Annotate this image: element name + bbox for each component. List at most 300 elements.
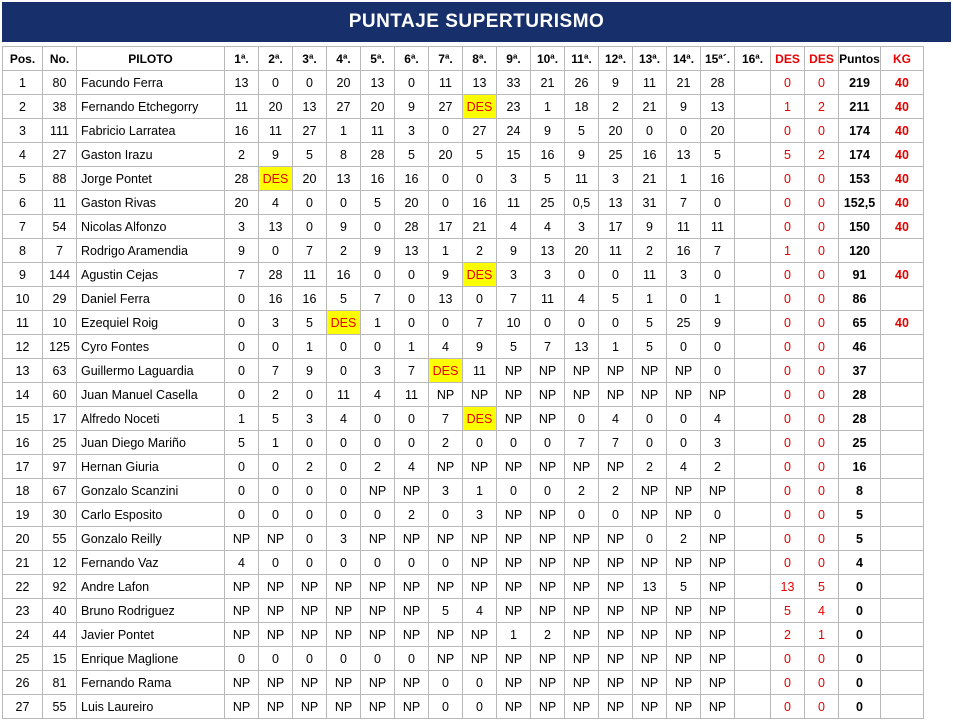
cell-race-10: NP: [531, 527, 565, 551]
col-header-race-8: 8ª.: [463, 47, 497, 71]
cell-race-7: 27: [429, 95, 463, 119]
cell-race-4: 9: [327, 215, 361, 239]
cell-race-7: 0: [429, 119, 463, 143]
cell-race-11: NP: [565, 671, 599, 695]
cell-race-11: 0,5: [565, 191, 599, 215]
cell-race-15: 0: [701, 359, 735, 383]
cell-race-16: [735, 71, 771, 95]
cell-race-4: 27: [327, 95, 361, 119]
cell-race-10: NP: [531, 695, 565, 719]
cell-race-7: NP: [429, 623, 463, 647]
cell-race-1: 0: [225, 359, 259, 383]
cell-race-7: DES: [429, 359, 463, 383]
cell-race-11: NP: [565, 455, 599, 479]
cell-race-2: 20: [259, 95, 293, 119]
cell-race-3: 5: [293, 311, 327, 335]
cell-race-11: NP: [565, 359, 599, 383]
cell-race-9: 5: [497, 335, 531, 359]
cell-des-2: 0: [805, 647, 839, 671]
cell-race-15: NP: [701, 575, 735, 599]
table-row: [3, 431, 924, 455]
cell-race-10: 25: [531, 191, 565, 215]
cell-race-10: 16: [531, 143, 565, 167]
cell-pos: 15: [3, 407, 43, 431]
cell-race-16: [735, 335, 771, 359]
cell-race-8: 5: [463, 143, 497, 167]
cell-race-2: DES: [259, 167, 293, 191]
cell-race-7: 13: [429, 287, 463, 311]
col-header-race-7: 7ª.: [429, 47, 463, 71]
cell-piloto: Gonzalo Reilly: [77, 527, 225, 551]
cell-race-12: 1: [599, 335, 633, 359]
cell-race-12: 0: [599, 263, 633, 287]
cell-des-1: 2: [771, 623, 805, 647]
cell-race-4: 2: [327, 239, 361, 263]
cell-race-3: 0: [293, 479, 327, 503]
cell-des-2: 0: [805, 455, 839, 479]
cell-race-9: 24: [497, 119, 531, 143]
cell-race-12: NP: [599, 551, 633, 575]
cell-race-7: 9: [429, 263, 463, 287]
cell-kg: [881, 551, 924, 575]
cell-race-13: NP: [633, 623, 667, 647]
cell-des-1: 0: [771, 119, 805, 143]
cell-race-7: 11: [429, 71, 463, 95]
cell-race-5: 28: [361, 143, 395, 167]
cell-puntos: 86: [839, 287, 881, 311]
cell-race-10: 13: [531, 239, 565, 263]
cell-race-14: NP: [667, 647, 701, 671]
cell-puntos: 0: [839, 671, 881, 695]
cell-puntos: 153: [839, 167, 881, 191]
cell-race-12: 0: [599, 503, 633, 527]
cell-puntos: 4: [839, 551, 881, 575]
table-row: [3, 503, 924, 527]
cell-race-11: 20: [565, 239, 599, 263]
cell-race-3: NP: [293, 695, 327, 719]
cell-race-10: NP: [531, 359, 565, 383]
cell-race-13: 0: [633, 431, 667, 455]
cell-piloto: Agustin Cejas: [77, 263, 225, 287]
cell-race-1: 0: [225, 503, 259, 527]
cell-race-1: 0: [225, 455, 259, 479]
col-header-number: No.: [43, 47, 77, 71]
table-row: [3, 71, 924, 95]
cell-race-12: NP: [599, 575, 633, 599]
cell-race-7: 5: [429, 599, 463, 623]
cell-pos: 21: [3, 551, 43, 575]
cell-race-5: 0: [361, 407, 395, 431]
cell-kg: 40: [881, 167, 924, 191]
cell-race-14: 5: [667, 575, 701, 599]
cell-pos: 22: [3, 575, 43, 599]
cell-des-2: 0: [805, 527, 839, 551]
cell-race-7: NP: [429, 455, 463, 479]
cell-race-5: 1: [361, 311, 395, 335]
cell-race-11: 0: [565, 503, 599, 527]
cell-race-3: 0: [293, 503, 327, 527]
cell-piloto: Fernando Etchegorry: [77, 95, 225, 119]
cell-race-13: NP: [633, 479, 667, 503]
cell-race-15: 9: [701, 311, 735, 335]
cell-race-10: NP: [531, 503, 565, 527]
cell-race-3: 0: [293, 71, 327, 95]
cell-des-1: 0: [771, 503, 805, 527]
cell-pos: 20: [3, 527, 43, 551]
cell-puntos: 120: [839, 239, 881, 263]
cell-race-4: 0: [327, 551, 361, 575]
cell-race-6: 0: [395, 647, 429, 671]
cell-piloto: Enrique Maglione: [77, 647, 225, 671]
cell-des-2: 0: [805, 551, 839, 575]
cell-race-11: 18: [565, 95, 599, 119]
cell-race-2: NP: [259, 575, 293, 599]
cell-race-12: NP: [599, 623, 633, 647]
cell-race-14: NP: [667, 623, 701, 647]
table-row: [3, 95, 924, 119]
cell-kg: 40: [881, 311, 924, 335]
cell-race-16: [735, 119, 771, 143]
cell-race-8: NP: [463, 455, 497, 479]
cell-race-8: DES: [463, 95, 497, 119]
cell-race-9: NP: [497, 647, 531, 671]
cell-race-13: 2: [633, 239, 667, 263]
cell-number: 92: [43, 575, 77, 599]
cell-des-2: 0: [805, 695, 839, 719]
cell-race-7: 20: [429, 143, 463, 167]
cell-race-10: NP: [531, 647, 565, 671]
cell-race-1: NP: [225, 695, 259, 719]
cell-race-12: 5: [599, 287, 633, 311]
cell-number: 80: [43, 71, 77, 95]
cell-race-7: 3: [429, 479, 463, 503]
cell-race-3: 27: [293, 119, 327, 143]
cell-race-10: NP: [531, 575, 565, 599]
cell-race-1: 3: [225, 215, 259, 239]
cell-race-14: 4: [667, 455, 701, 479]
col-header-des-2: DES: [805, 47, 839, 71]
cell-race-12: NP: [599, 383, 633, 407]
cell-race-4: NP: [327, 695, 361, 719]
table-row: [3, 191, 924, 215]
cell-race-11: 2: [565, 479, 599, 503]
cell-race-10: NP: [531, 599, 565, 623]
cell-kg: 40: [881, 215, 924, 239]
cell-des-2: 1: [805, 623, 839, 647]
cell-race-3: 20: [293, 167, 327, 191]
cell-pos: 24: [3, 623, 43, 647]
cell-race-5: NP: [361, 575, 395, 599]
cell-race-4: 5: [327, 287, 361, 311]
cell-race-13: 5: [633, 335, 667, 359]
col-header-kg: KG: [881, 47, 924, 71]
cell-race-9: NP: [497, 575, 531, 599]
cell-des-1: 5: [771, 143, 805, 167]
cell-race-10: NP: [531, 671, 565, 695]
cell-race-2: 2: [259, 383, 293, 407]
cell-race-11: NP: [565, 599, 599, 623]
cell-race-10: NP: [531, 407, 565, 431]
cell-race-5: 0: [361, 215, 395, 239]
cell-race-11: 26: [565, 71, 599, 95]
cell-race-14: 0: [667, 431, 701, 455]
cell-number: 55: [43, 527, 77, 551]
cell-puntos: 46: [839, 335, 881, 359]
cell-pos: 2: [3, 95, 43, 119]
cell-des-2: 0: [805, 311, 839, 335]
cell-race-13: NP: [633, 599, 667, 623]
cell-race-12: 13: [599, 191, 633, 215]
cell-race-1: NP: [225, 527, 259, 551]
cell-number: 29: [43, 287, 77, 311]
cell-race-8: NP: [463, 575, 497, 599]
cell-race-4: DES: [327, 311, 361, 335]
cell-race-1: NP: [225, 575, 259, 599]
cell-race-2: 3: [259, 311, 293, 335]
cell-race-10: 9: [531, 119, 565, 143]
cell-race-6: 1: [395, 335, 429, 359]
cell-kg: [881, 599, 924, 623]
cell-race-5: 7: [361, 287, 395, 311]
cell-race-14: NP: [667, 359, 701, 383]
cell-race-9: NP: [497, 695, 531, 719]
cell-race-1: 9: [225, 239, 259, 263]
cell-piloto: Fernando Rama: [77, 671, 225, 695]
cell-race-6: 0: [395, 71, 429, 95]
cell-race-1: 0: [225, 647, 259, 671]
cell-race-5: 9: [361, 239, 395, 263]
cell-race-6: 2: [395, 503, 429, 527]
cell-race-13: 1: [633, 287, 667, 311]
cell-race-6: NP: [395, 623, 429, 647]
cell-piloto: Guillermo Laguardia: [77, 359, 225, 383]
cell-pos: 3: [3, 119, 43, 143]
cell-race-4: NP: [327, 599, 361, 623]
cell-race-3: 0: [293, 551, 327, 575]
cell-piloto: Facundo Ferra: [77, 71, 225, 95]
cell-race-12: NP: [599, 599, 633, 623]
cell-race-15: NP: [701, 527, 735, 551]
cell-race-5: 0: [361, 431, 395, 455]
col-header-race-11: 11ª.: [565, 47, 599, 71]
cell-piloto: Juan Diego Mariño: [77, 431, 225, 455]
cell-race-9: NP: [497, 503, 531, 527]
cell-race-3: 0: [293, 527, 327, 551]
cell-number: 55: [43, 695, 77, 719]
col-header-piloto: PILOTO: [77, 47, 225, 71]
cell-race-2: 0: [259, 647, 293, 671]
table-row: [3, 407, 924, 431]
cell-des-1: 0: [771, 191, 805, 215]
cell-race-2: NP: [259, 671, 293, 695]
cell-race-13: 13: [633, 575, 667, 599]
cell-piloto: Fernando Vaz: [77, 551, 225, 575]
cell-number: 54: [43, 215, 77, 239]
cell-race-9: 7: [497, 287, 531, 311]
cell-des-2: 0: [805, 335, 839, 359]
cell-number: 111: [43, 119, 77, 143]
cell-race-14: 2: [667, 527, 701, 551]
cell-race-1: 16: [225, 119, 259, 143]
cell-des-2: 0: [805, 431, 839, 455]
cell-race-15: 11: [701, 215, 735, 239]
cell-des-2: 0: [805, 167, 839, 191]
cell-race-6: NP: [395, 479, 429, 503]
cell-pos: 8: [3, 239, 43, 263]
cell-des-1: 0: [771, 407, 805, 431]
cell-race-13: 11: [633, 71, 667, 95]
cell-race-2: 11: [259, 119, 293, 143]
table-row: [3, 383, 924, 407]
cell-race-13: NP: [633, 695, 667, 719]
cell-race-16: [735, 239, 771, 263]
cell-number: 97: [43, 455, 77, 479]
cell-race-8: DES: [463, 263, 497, 287]
cell-race-6: NP: [395, 695, 429, 719]
cell-kg: [881, 455, 924, 479]
cell-race-2: NP: [259, 695, 293, 719]
cell-piloto: Luis Laureiro: [77, 695, 225, 719]
cell-race-10: NP: [531, 383, 565, 407]
cell-race-9: 0: [497, 479, 531, 503]
cell-pos: 19: [3, 503, 43, 527]
cell-race-1: 5: [225, 431, 259, 455]
cell-race-11: 13: [565, 335, 599, 359]
cell-race-14: 1: [667, 167, 701, 191]
cell-race-7: 1: [429, 239, 463, 263]
cell-race-7: NP: [429, 383, 463, 407]
cell-kg: [881, 575, 924, 599]
col-header-race-3: 3ª.: [293, 47, 327, 71]
cell-race-6: 0: [395, 551, 429, 575]
cell-race-8: NP: [463, 551, 497, 575]
cell-race-7: 0: [429, 503, 463, 527]
table-row: [3, 335, 924, 359]
cell-race-10: 1: [531, 95, 565, 119]
cell-race-9: NP: [497, 671, 531, 695]
cell-race-6: 9: [395, 95, 429, 119]
cell-race-8: 2: [463, 239, 497, 263]
cell-race-8: DES: [463, 407, 497, 431]
cell-race-9: NP: [497, 455, 531, 479]
cell-race-4: 11: [327, 383, 361, 407]
cell-kg: [881, 479, 924, 503]
cell-race-11: 11: [565, 167, 599, 191]
cell-piloto: Jorge Pontet: [77, 167, 225, 191]
cell-race-2: 7: [259, 359, 293, 383]
table-row: [3, 215, 924, 239]
cell-des-2: 4: [805, 599, 839, 623]
cell-race-6: 0: [395, 263, 429, 287]
cell-race-8: 0: [463, 287, 497, 311]
cell-race-12: 25: [599, 143, 633, 167]
cell-number: 7: [43, 239, 77, 263]
cell-race-13: NP: [633, 503, 667, 527]
cell-number: 12: [43, 551, 77, 575]
cell-race-2: 5: [259, 407, 293, 431]
cell-race-13: 21: [633, 167, 667, 191]
cell-race-2: NP: [259, 527, 293, 551]
cell-race-16: [735, 479, 771, 503]
cell-race-11: 0: [565, 407, 599, 431]
cell-number: 67: [43, 479, 77, 503]
cell-kg: [881, 359, 924, 383]
col-header-race-2: 2ª.: [259, 47, 293, 71]
cell-des-2: 0: [805, 71, 839, 95]
cell-race-12: NP: [599, 647, 633, 671]
cell-race-3: 13: [293, 95, 327, 119]
cell-race-15: 13: [701, 95, 735, 119]
cell-race-10: NP: [531, 551, 565, 575]
cell-race-8: 13: [463, 71, 497, 95]
cell-race-9: 1: [497, 623, 531, 647]
cell-pos: 23: [3, 599, 43, 623]
cell-race-3: NP: [293, 575, 327, 599]
cell-race-15: NP: [701, 599, 735, 623]
cell-des-2: 0: [805, 479, 839, 503]
cell-race-11: NP: [565, 383, 599, 407]
cell-race-6: 20: [395, 191, 429, 215]
cell-race-5: 0: [361, 551, 395, 575]
cell-race-4: 0: [327, 335, 361, 359]
cell-race-13: 5: [633, 311, 667, 335]
cell-number: 10: [43, 311, 77, 335]
cell-race-11: 0: [565, 311, 599, 335]
cell-race-8: 9: [463, 335, 497, 359]
cell-kg: [881, 647, 924, 671]
cell-race-3: 7: [293, 239, 327, 263]
cell-kg: 40: [881, 143, 924, 167]
cell-race-16: [735, 551, 771, 575]
cell-race-14: 21: [667, 71, 701, 95]
cell-puntos: 174: [839, 143, 881, 167]
cell-race-5: 0: [361, 503, 395, 527]
cell-race-15: 2: [701, 455, 735, 479]
cell-race-2: 16: [259, 287, 293, 311]
cell-race-11: NP: [565, 623, 599, 647]
cell-puntos: 8: [839, 479, 881, 503]
cell-race-12: NP: [599, 695, 633, 719]
cell-race-12: NP: [599, 359, 633, 383]
cell-race-6: 0: [395, 431, 429, 455]
cell-race-15: 16: [701, 167, 735, 191]
cell-race-9: 3: [497, 263, 531, 287]
cell-pos: 7: [3, 215, 43, 239]
cell-piloto: Ezequiel Roig: [77, 311, 225, 335]
cell-kg: 40: [881, 191, 924, 215]
cell-race-8: 0: [463, 167, 497, 191]
cell-race-14: 0: [667, 287, 701, 311]
table-row: [3, 479, 924, 503]
table-row: [3, 455, 924, 479]
cell-piloto: Alfredo Noceti: [77, 407, 225, 431]
cell-des-2: 2: [805, 95, 839, 119]
cell-kg: [881, 407, 924, 431]
cell-race-12: NP: [599, 527, 633, 551]
col-header-race-15: 15ª´.: [701, 47, 735, 71]
cell-race-4: 0: [327, 359, 361, 383]
cell-race-10: 21: [531, 71, 565, 95]
cell-race-15: 1: [701, 287, 735, 311]
col-header-race-9: 9ª.: [497, 47, 531, 71]
cell-race-4: NP: [327, 671, 361, 695]
cell-puntos: 28: [839, 383, 881, 407]
cell-race-5: 0: [361, 263, 395, 287]
cell-race-1: NP: [225, 671, 259, 695]
cell-race-9: NP: [497, 551, 531, 575]
cell-des-1: 1: [771, 95, 805, 119]
table-row: [3, 599, 924, 623]
